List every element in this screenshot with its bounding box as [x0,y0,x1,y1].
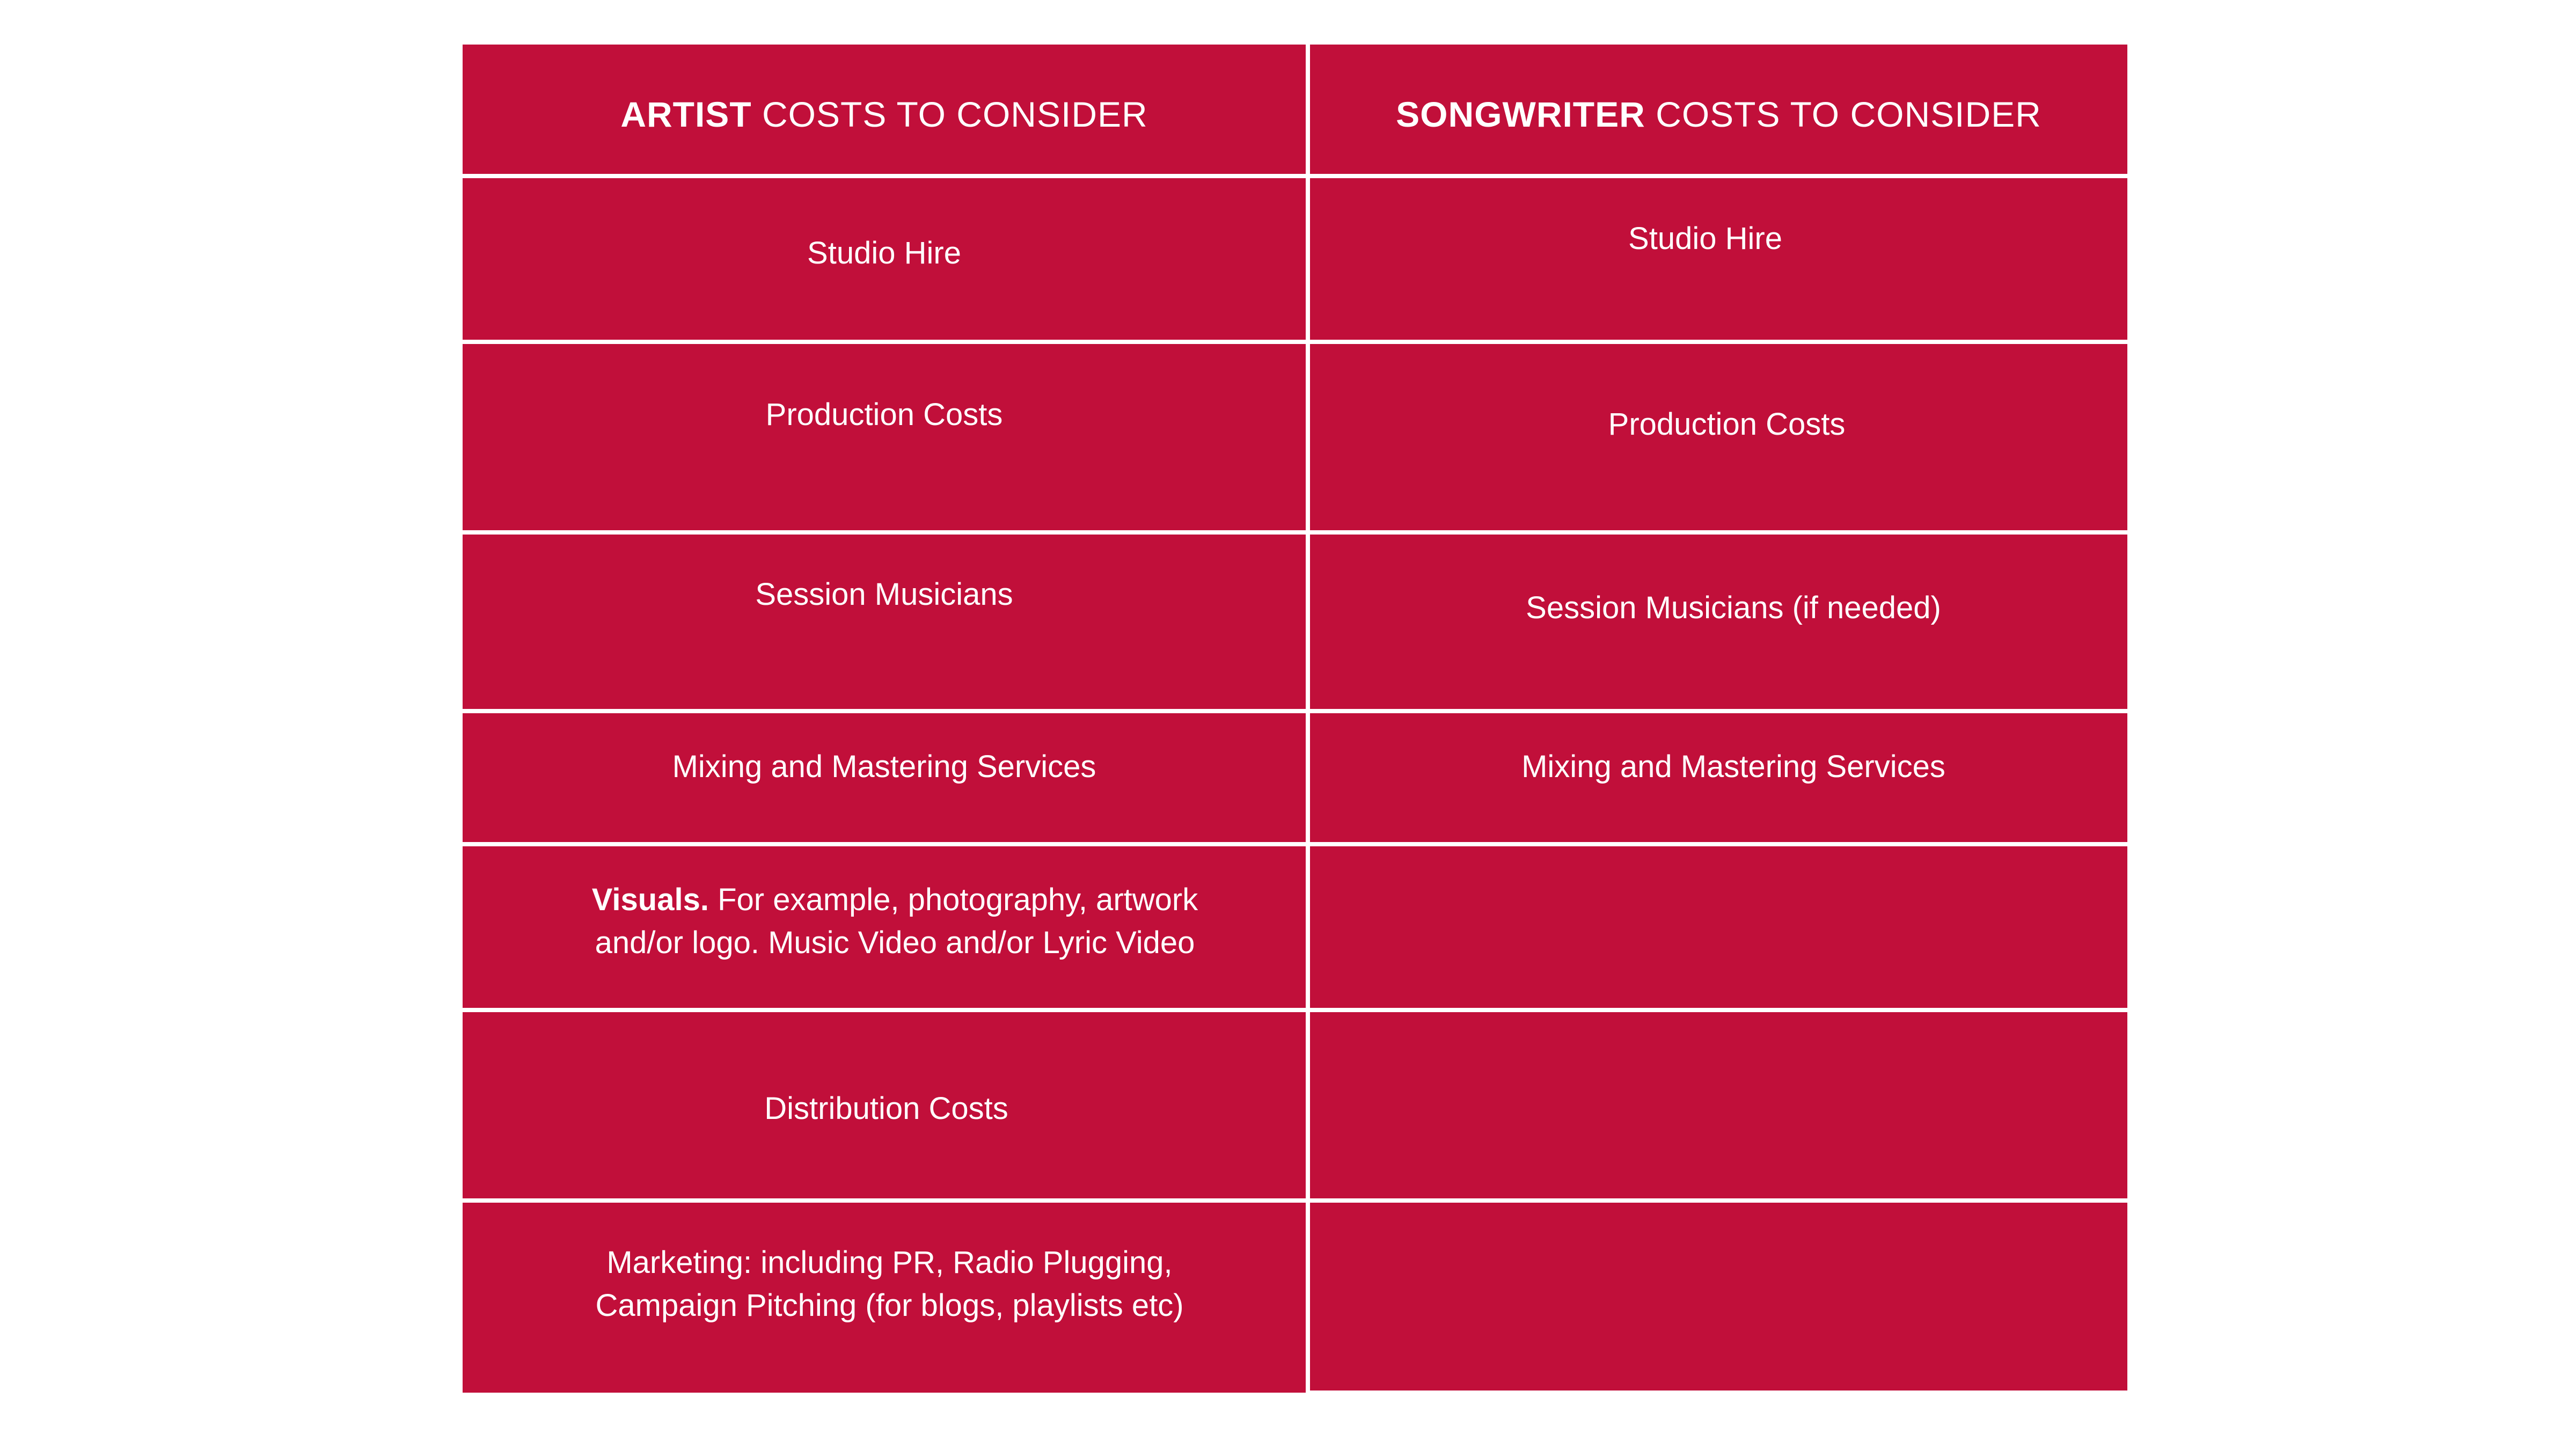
artist-cell-visuals [463,846,1306,1008]
songwriter-cell-production-costs [1310,344,2127,530]
songwriter-header-text: SONGWRITER COSTS TO CONSIDER [1396,94,2041,134]
cell-text: Production Costs [765,397,1003,432]
songwriter-cell-empty-3 [1310,1203,2127,1391]
songwriter-cell-empty-2 [1310,1012,2127,1198]
cell-text: Session Musicians [755,577,1013,612]
cell-text: Mixing and Mastering Services [1521,749,1945,784]
cell-text: Session Musicians (if needed) [1526,590,1941,625]
artist-header-cell [463,45,1306,174]
cell-text: Studio Hire [1628,221,1782,256]
artist-cell-studio-hire [463,178,1306,340]
songwriter-cell-studio-hire [1310,178,2127,340]
cell-text: Production Costs [1608,407,1846,442]
artist-cell-session-musicians [463,535,1306,709]
songwriter-header-cell [1310,45,2127,174]
cell-text: Distribution Costs [764,1091,1008,1126]
costs-table [463,45,2127,1393]
cell-text: Studio Hire [807,236,961,270]
cell-text: Mixing and Mastering Services [672,749,1096,784]
marketing-line-2: Campaign Pitching (for blogs, playlists etc) [595,1288,1184,1323]
marketing-line-1: Marketing: including PR, Radio Plugging, [606,1245,1173,1280]
artist-cell-marketing [463,1203,1306,1393]
artist-cell-mixing-mastering [463,713,1306,842]
artist-header-text: ARTIST COSTS TO CONSIDER [620,94,1148,134]
songwriter-cell-session-musicians [1310,535,2127,709]
songwriter-cell-mixing-mastering [1310,713,2127,842]
songwriter-cell-empty-1 [1310,846,2127,1008]
visuals-line-2: and/or logo. Music Video and/or Lyric Video [595,925,1195,960]
artist-cell-production-costs [463,344,1306,530]
artist-cell-distribution [463,1012,1306,1198]
visuals-line-1: Visuals. For example, photography, artwork [591,882,1198,917]
